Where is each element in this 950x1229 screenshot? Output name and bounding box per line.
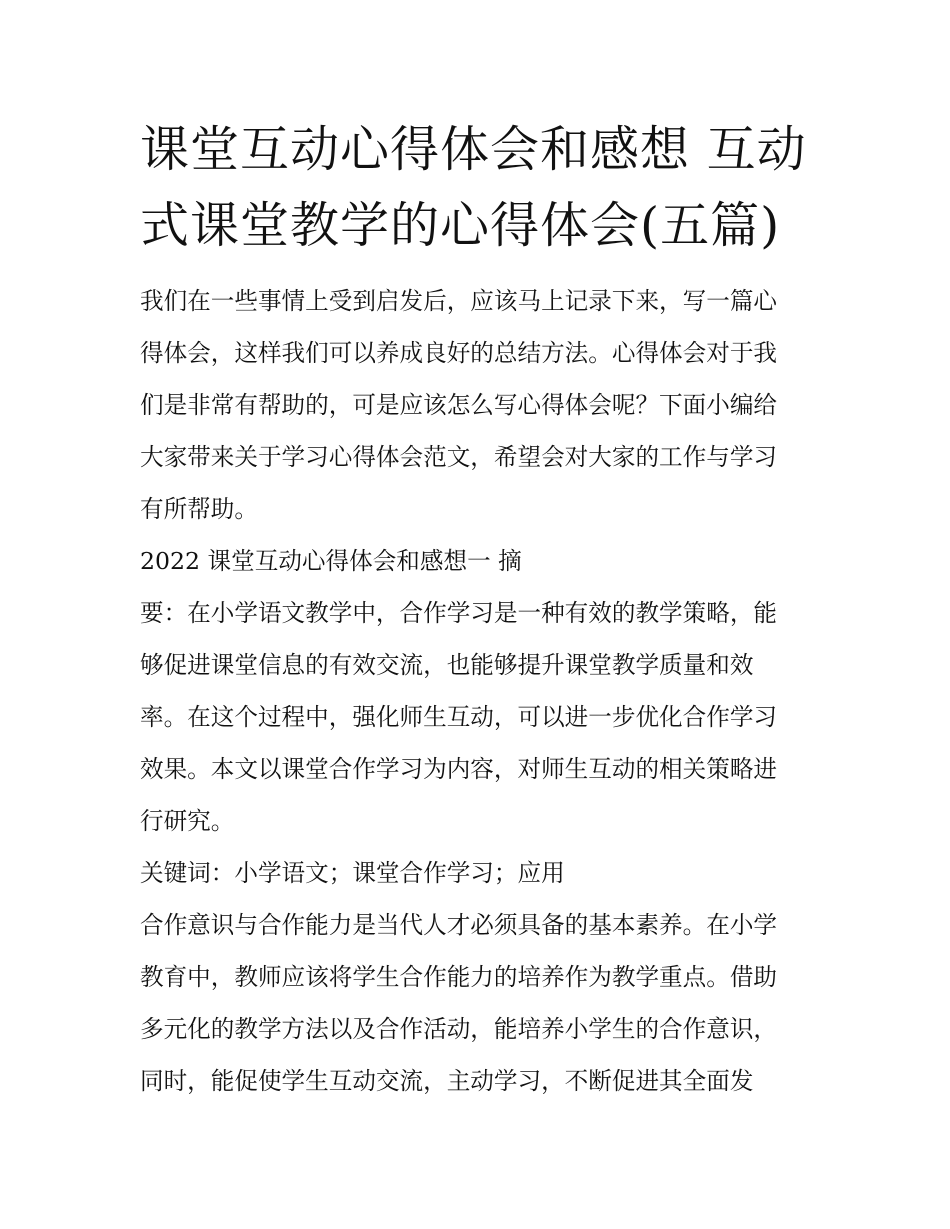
body-line-2: 教育中，教师应该将学生合作能力的培养作为教学重点。借助	[140, 963, 778, 991]
section-heading: 2022 课堂互动心得体会和感想一 摘	[140, 547, 522, 575]
abstract-line-2: 够促进课堂信息的有效交流，也能够提升课堂教学质量和效	[140, 651, 754, 679]
intro-line-3: 们是非常有帮助的，可是应该怎么写心得体会呢？下面小编给	[140, 391, 778, 419]
abstract-line-1: 要：在小学语文教学中，合作学习是一种有效的教学策略，能	[140, 599, 778, 627]
intro-line-1: 我们在一些事情上受到启发后，应该马上记录下来，写一篇心	[140, 287, 778, 315]
body-line-3: 多元化的教学方法以及合作活动，能培养小学生的合作意识，	[140, 1015, 778, 1043]
abstract-line-3: 率。在这个过程中，强化师生互动，可以进一步优化合作学习	[140, 703, 778, 731]
intro-line-5: 有所帮助。	[140, 495, 258, 523]
intro-line-4: 大家带来关于学习心得体会范文，希望会对大家的工作与学习	[140, 443, 778, 471]
title-line-2: 式课堂教学的心得体会(五篇)	[140, 197, 781, 254]
abstract-paragraph	[140, 587, 820, 847]
intro-paragraph	[140, 275, 820, 535]
body-line-1: 合作意识与合作能力是当代人才必须具备的基本素养。在小学	[140, 911, 778, 939]
document-body	[140, 275, 820, 1107]
document-title	[140, 112, 840, 264]
body-line-4: 同时，能促使学生互动交流，主动学习，不断促进其全面发	[140, 1067, 754, 1095]
abstract-line-4: 效果。本文以课堂合作学习为内容，对师生互动的相关策略进	[140, 755, 778, 783]
keywords-line: 关键词：小学语文；课堂合作学习；应用	[140, 859, 565, 887]
intro-line-2: 得体会，这样我们可以养成良好的总结方法。心得体会对于我	[140, 339, 778, 367]
title-line-1: 课堂互动心得体会和感想 互动	[140, 121, 807, 178]
abstract-line-5: 行研究。	[140, 807, 235, 835]
body-paragraph	[140, 899, 820, 1107]
